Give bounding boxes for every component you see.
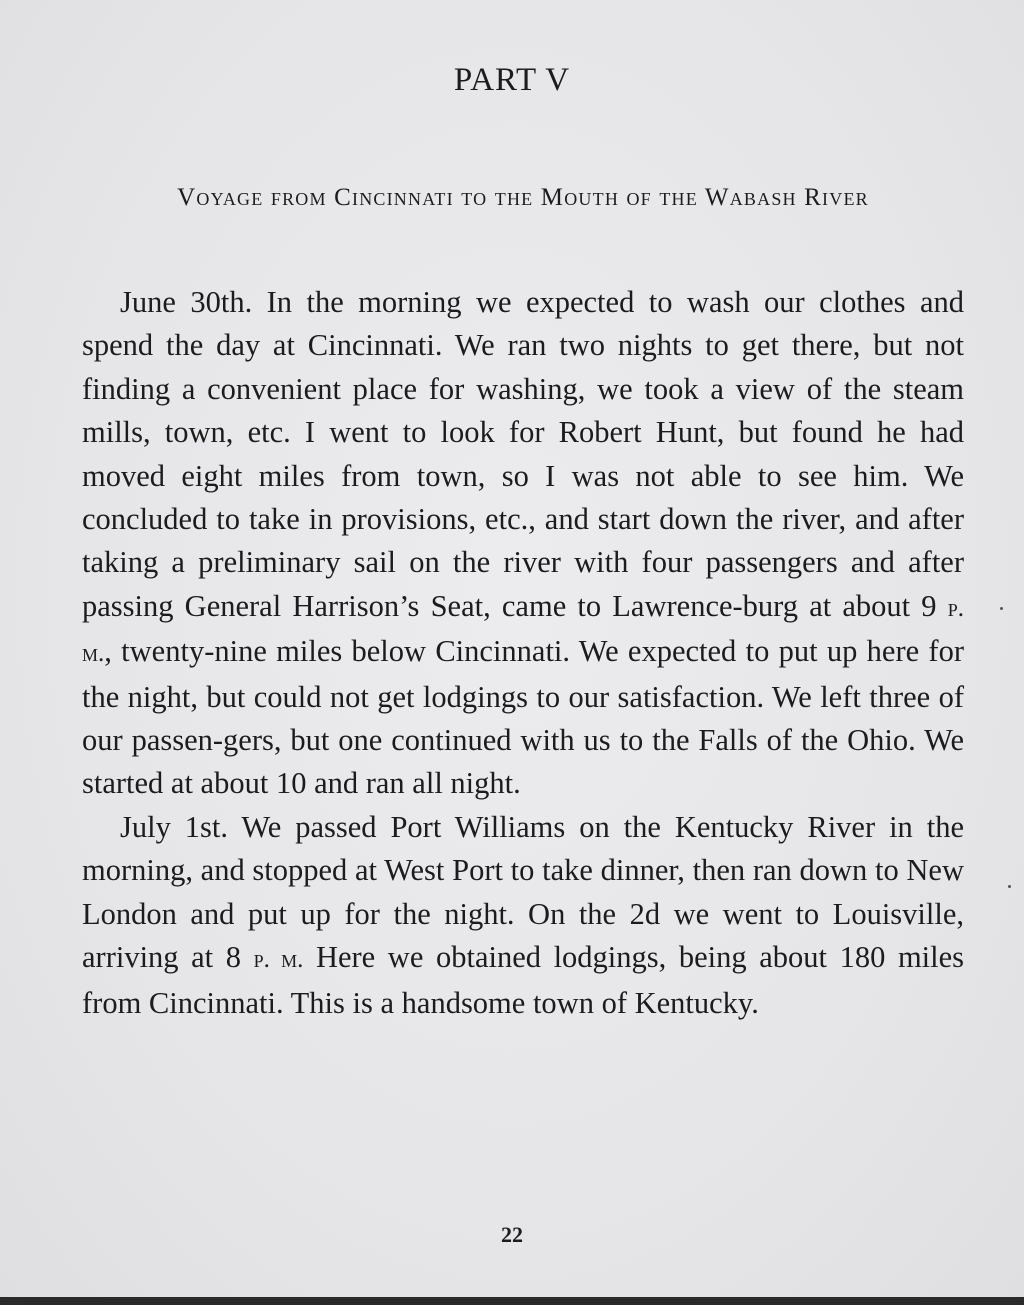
body-text [82, 281, 964, 1025]
page-bottom-edge [0, 1297, 1024, 1305]
time-abbreviation: p. m. [82, 594, 964, 668]
paragraph-text: Here we obtained lodgings, being about 180 miles from Cincinnati. This is a handsome town of Kentucky. [82, 940, 965, 1020]
paragraph-july-1 [82, 806, 964, 1025]
paragraph-text: June 30th. In the morning we expected to wash our clothes and spend the day at Cincinnati. We ran two nights to get there, but not finding a convenient place for washing, we took a view of the steam mills, town, etc. I went to look for Robert Hunt, but found he had moved eight miles from town, so I was not able to see him. We concluded to take in provisions, etc., and start down the river, and after taking a preliminary sail on the river with four passengers and after passing General Harrison’s Seat, came to Lawrence-burg at about 9 [82, 285, 964, 623]
paper-speck [1000, 607, 1003, 610]
time-abbreviation: p. m. [253, 946, 304, 974]
chapter-title: Voyage from Cincinnati to the Mouth of the Wabash River [177, 184, 869, 211]
page-number: 22 [501, 1222, 523, 1247]
part-title: PART V [453, 62, 571, 98]
paper-speck [1008, 885, 1011, 888]
paragraph-june-30 [82, 281, 964, 806]
paragraph-text: July 1st. We passed Port Williams on the Kentucky River in the morning, and stopped at West Port to take dinner, then ran down to New London and put up for the night. On the 2d we went to Louisville, arriving at 8 [82, 809, 964, 975]
paragraph-text: , twenty-nine miles below Cincinnati. We expected to put up here for the night, but could not get lodgings to our satisfaction. We left three of our passen-gers, but one continued with us to the Falls of the Ohio. We started at about 10 and ran all night. [82, 634, 964, 801]
